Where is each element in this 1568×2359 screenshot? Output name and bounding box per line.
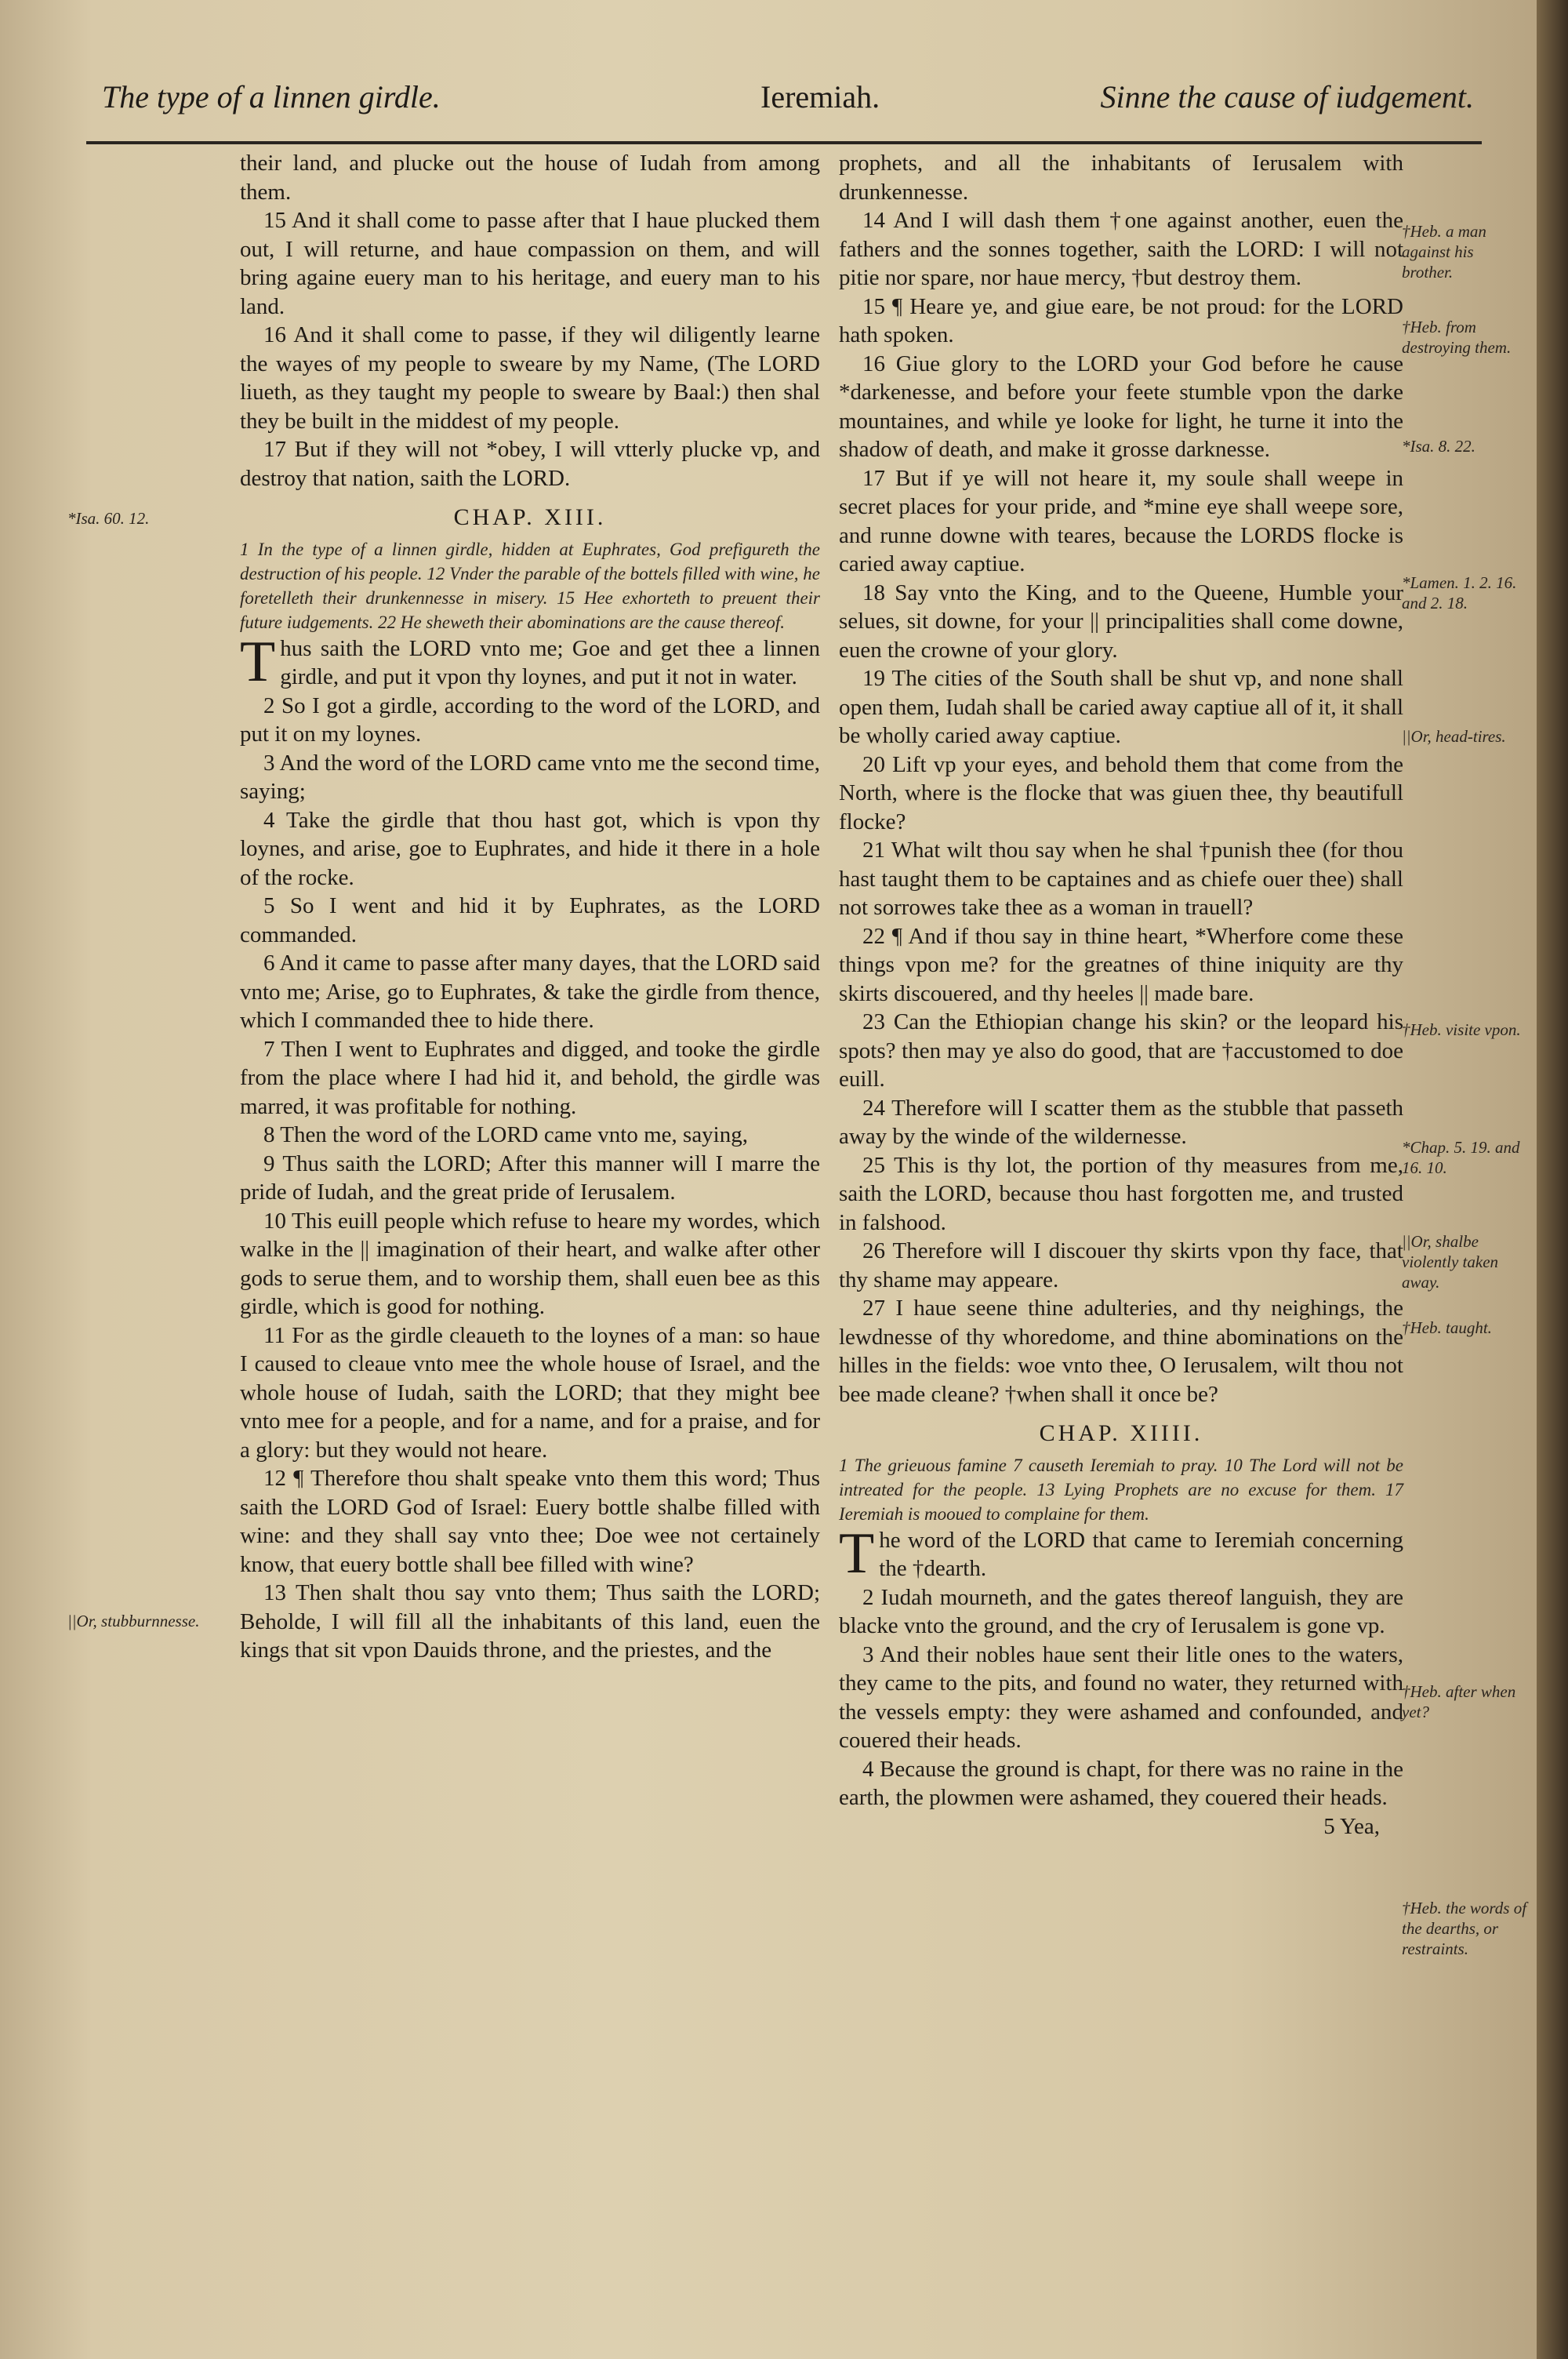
verse-13-11: 11 For as the girdle cleaueth to the loynes of a man: so haue I caused to cleaue vnto mee the whole house of Israel, and the whole house of Iudah, saith the LORD; that they might bee vnto mee for a people, and for a name, and for a praise, and for a glory: but they would not heare. [240,1322,820,1463]
right-text-column [839,149,1403,1841]
verse-14-3: 3 And their nobles haue sent their litle ones to the waters, they came to the pits, and found no water, they returned with the vessels empty: they were ashamed and confounded, and couered their heads. [839,1641,1403,1753]
catchword: 5 Yea, [1323,1813,1380,1839]
margin-note-after-when: †Heb. after when yet? [1402,1682,1516,1721]
verse-12-17: 17 But if they will not *obey, I will vtterly plucke vp, and destroy that nation, saith the LORD. [240,437,820,491]
margin-note-isa60: *Isa. 60. 12. [67,509,150,528]
chapter-summary-13: 1 In the type of a linnen girdle, hidden at Euphrates, God prefigureth the destruction of his people. 12 Vnder the parable of the bottels filled with wine, he foretelleth their drunkennesse in misery. 15 Hee exhorteth to preuent their future iudgements. 22 He sheweth their abominations are the cause thereof. [240,539,820,632]
margin-note-chap5: *Chap. 5. 19. and 16. 10. [1402,1138,1520,1177]
verse-13-22: 22 ¶ And if thou say in thine heart, *Wherfore come these things vpon me? for the greatnes of thine iniquity are thy skirts discouered, and thy heeles || made bare. [839,923,1403,1006]
header-right-title: Sinne the cause of iudgement. [1100,79,1474,114]
verse-13-27: 27 I haue seene thine adulteries, and thy neighings, the lewdnesse of thy whoredome, and thine abominations on the hilles in the fields: woe vnto thee, O Ierusalem, wilt thou not bee made cleane? †when shall it once be? [839,1296,1403,1407]
margin-note-headtires: ||Or, head-tires. [1402,727,1506,746]
left-text-column [240,149,820,1665]
margin-note-dearths: †Heb. the words of the dearths, or restraints. [1402,1899,1527,1958]
verse-13-9: 9 Thus saith the LORD; After this manner will I marre the pride of Iudah, and the great pride of Ierusalem. [240,1150,820,1205]
margin-note-taught: †Heb. taught. [1402,1318,1492,1337]
chapter-heading-14: CHAP. XIIII. [1039,1420,1203,1446]
verse-13-19: 19 The cities of the South shall be shut vp, and none shall open them, Iudah shall be caried away captiue all of it, it shall be wholly caried away captiue. [839,666,1403,748]
verse-13-10: 10 This euill people which refuse to heare my wordes, which walke in the || imagination of their heart, and walke after other gods to serue them, and to worship them, shall euen bee as this girdle, which is good for nothing. [240,1208,820,1319]
verse-14-1: The word of the LORD that came to Ieremiah concerning the †dearth. [839,1521,1403,1586]
verse-13-20: 20 Lift vp your eyes, and behold them that come from the North, where is the flocke that was giuen thee, thy beautifull flocke? [839,751,1403,834]
verse-13-23: 23 Can the Ethiopian change his skin? or the leopard his spots? then may ye also do good, that are †accustomed to doe euill. [839,1009,1403,1092]
verse-13-7: 7 Then I went to Euphrates and digged, and tooke the girdle from the place where I had hid it, and behold, the girdle was marred, it was profitable for nothing. [240,1036,820,1119]
running-header [86,55,1482,144]
verse-13-21: 21 What wilt thou say when he shal †punish thee (for thou hast taught them to be captaines and as chiefe ouer thee) shall not sorrowes take thee as a woman in trauell? [839,838,1403,920]
verse-14-4: 4 Because the ground is chapt, for there was no raine in the earth, the plowmen were ashamed, they couered their heads. [839,1756,1403,1810]
verse-13-3: 3 And the word of the LORD came vnto me the second time, saying; [240,750,820,804]
verse-13-12: 12 ¶ Therefore thou shalt speake vnto them this word; Thus saith the LORD God of Israel: Euery bottle shalbe filled with wine: and they shall say vnto thee; Doe wee not certainely know, that euery bottle shall bee filled with wine? [240,1466,820,1577]
margin-note-heb-man: †Heb. a man against his brother. [1402,222,1486,282]
verse-12-15: 15 And it shall come to passe after that I haue plucked them out, I will returne, and haue compassion on them, and will bring againe euery man to his heritage, and euery man to his land. [240,208,820,319]
margin-note-stubbornnesse: ||Or, stubburnnesse. [67,1612,200,1630]
margin-note-heb-destroying: †Heb. from destroying them. [1402,318,1512,357]
verse-13-17: 17 But if ye will not heare it, my soule shall weepe in secret places for your pride, and *mine eye shall weepe sore, and runne downe with teares, because the LORDS flocke is caried away captiue. [839,465,1403,576]
verse-13-4: 4 Take the girdle that thou hast got, which is vpon thy loynes, and arise, goe to Euphrates, and hide it there in a hole of the rocke. [240,807,820,890]
verse-13-1: Thus saith the LORD vnto me; Goe and get thee a linnen girdle, and put it vpon thy loynes, and put it not in water. [240,629,820,694]
margin-note-lamen: *Lamen. 1. 2. 16. and 2. 18. [1402,573,1517,612]
verse-continuation: their land, and plucke out the house of Iudah from among them. [240,151,820,205]
chapter-heading-13: CHAP. XIII. [453,504,607,530]
verse-14-2: 2 Iudah mourneth, and the gates thereof languish, they are blacke vnto the ground, and the cry of Ierusalem is gone vp. [839,1584,1403,1638]
margin-note-heb-visite: †Heb. visite vpon. [1402,1020,1521,1039]
margin-note-violently: ||Or, shalbe violently taken away. [1402,1232,1499,1292]
header-left-title: The type of a linnen girdle. [102,79,441,114]
verse-13-15: 15 ¶ Heare ye, and giue eare, be not proud: for the LORD hath spoken. [839,293,1403,347]
chapter-summary-14: 1 The grieuous famine 7 causeth Ieremiah to pray. 10 The Lord will not be intreated for the people. 13 Lying Prophets are no excuse for them. 17 Ieremiah is mooued to complaine for them. [839,1455,1403,1524]
verse-13-24: 24 Therefore will I scatter them as the stubble that passeth away by the winde of the wildernesse. [839,1095,1403,1149]
header-book-name: Ieremiah. [760,79,880,114]
verse-13-5: 5 So I went and hid it by Euphrates, as the LORD commanded. [240,893,820,947]
verse-12-16: 16 And it shall come to passe, if they wil diligently learne the wayes of my people to sweare by my Name, (The LORD liueth, as they taught my people to sweare by Baal:) then shal they be built in the middest of my people. [240,322,820,434]
verse-13-2: 2 So I got a girdle, according to the word of the LORD, and put it on my loynes. [240,692,820,747]
verse-13-18: 18 Say vnto the King, and to the Queene, Humble your selues, sit downe, for your || principalities shall come downe, euen the crowne of your glory. [839,580,1403,663]
margin-note-isa8: *Isa. 8. 22. [1402,437,1475,456]
verse-13-16: 16 Giue glory to the LORD your God before he cause *darkenesse, and before your feete stumble vpon the darke mountaines, and while ye looke for light, he turne it into the shadow of death, and make it grosse darknesse. [839,351,1403,462]
book-spine-edge [1537,0,1568,2359]
verse-13-6: 6 And it came to passe after many dayes, that the LORD said vnto me; Arise, go to Euphrates, & take the girdle from thence, which I commanded thee to hide there. [240,951,820,1033]
verse-continuation-right: prophets, and all the inhabitants of Ierusalem with drunkennesse. [839,151,1403,205]
verse-13-13: 13 Then shalt thou say vnto them; Thus saith the LORD; Beholde, I will fill all the inhabitants of this land, euen the kings that sit vpon Dauids throne, and the priestes, and the [240,1580,820,1663]
verse-13-26: 26 Therefore will I discouer thy skirts vpon thy face, that thy shame may appeare. [839,1238,1403,1292]
verse-13-14: 14 And I will dash them †one against another, euen the fathers and the sonnes together, saith the LORD: I will not pitie nor spare, nor haue mercy, †but destroy them. [839,208,1403,290]
verse-13-25: 25 This is thy lot, the portion of thy measures from me, saith the LORD, because thou hast forgotten me, and trusted in falshood. [839,1152,1403,1235]
verse-13-8: 8 Then the word of the LORD came vnto me, saying, [263,1122,748,1147]
